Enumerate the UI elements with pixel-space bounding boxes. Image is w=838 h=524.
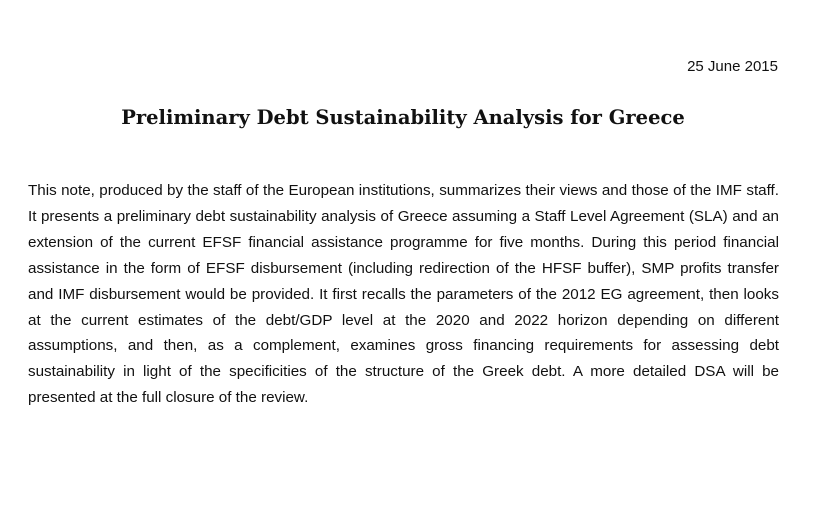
document-title: Preliminary Debt Sustainability Analysis for Greece xyxy=(121,106,685,129)
document-date: 25 June 2015 xyxy=(687,58,778,75)
intro-paragraph: This note, produced by the staff of the European institutions, summarizes their views and those of the IMF staff. It presents a preliminary debt sustainability analysis of Greece assuming a Staff Level Agreement (SLA) and an extension of the current EFSF financial assistance programme for five months. During this period financial assistance in the form of EFSF disbursement (including redirection of the HFSF buffer), SMP profits transfer and IMF disbursement would be provided. It first recalls the parameters of the 2012 EG agreement, then looks at the current estimates of the debt/GDP level at the 2020 and 2022 horizon depending on different assumptions, and then, as a complement, examines gross financing requirements for assessing debt sustainability in light of the specificities of the structure of the Greek debt. A more detailed DSA will be presented at the full closure of the review. xyxy=(28,182,779,407)
